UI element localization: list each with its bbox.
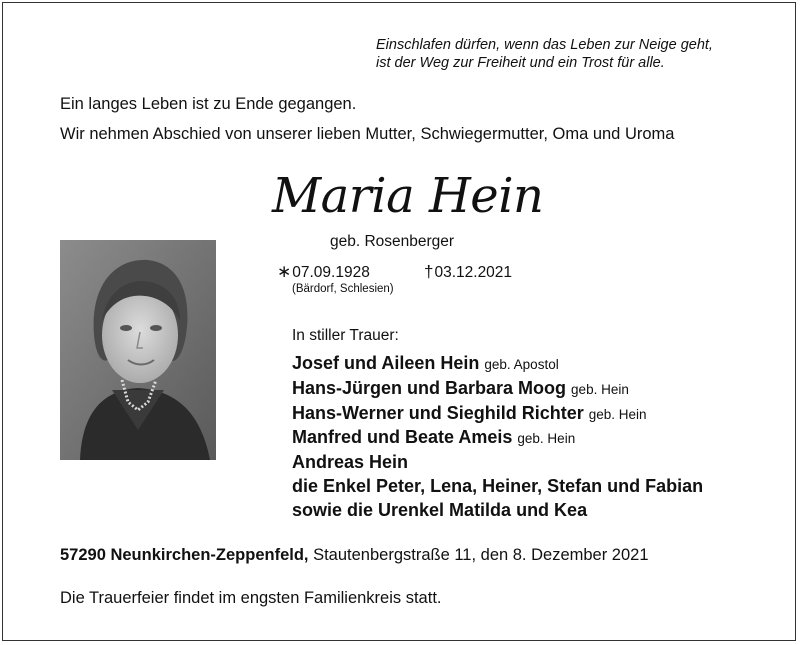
address-town: 57290 Neunkirchen-Zeppenfeld, — [60, 546, 309, 564]
deceased-name: Maria Hein — [272, 168, 544, 224]
portrait-photo — [60, 240, 216, 460]
birthplace: (Bärdorf, Schlesien) — [292, 283, 394, 295]
address-street-date: Stautenbergstraße 11, den 8. Dezember 2021 — [313, 546, 649, 564]
death-date-line — [424, 262, 512, 282]
intro-line-1: Ein langes Leben ist zu Ende gegangen. — [60, 95, 357, 113]
mourner-name: Hans-Werner und Sieghild Richter — [292, 402, 584, 423]
maiden-name: geb. Rosenberger — [330, 233, 455, 250]
mourner-nee: geb. Hein — [588, 406, 647, 422]
mourner-name: sowie die Urenkel Matilda und Kea — [292, 499, 588, 520]
funeral-note: Die Trauerfeier findet im engsten Familienkreis statt. — [60, 589, 442, 607]
mourner-list — [292, 352, 703, 523]
mourner-entry — [292, 499, 703, 523]
mourner-entry — [292, 426, 703, 451]
mourner-entry — [292, 402, 703, 427]
mourner-entry — [292, 352, 703, 377]
mourner-nee: geb. Hein — [571, 381, 629, 397]
mourner-name: Andreas Hein — [292, 452, 409, 473]
motto-quote — [376, 36, 776, 72]
death-cross-icon: † — [424, 262, 434, 281]
motto-line-1: Einschlafen dürfen, wenn das Leben zur Neige geht, — [376, 37, 713, 53]
mourner-nee: geb. Apostol — [484, 357, 559, 372]
mourner-entry — [292, 475, 703, 499]
motto-line-2: ist der Weg zur Freiheit und ein Trost für alle. — [376, 55, 665, 71]
mourner-name: die Enkel Peter, Lena, Heiner, Stefan und Fabian — [292, 475, 704, 496]
intro-line-2: Wir nehmen Abschied von unserer lieben Mutter, Schwiegermutter, Oma und Uroma — [60, 125, 675, 143]
mourner-nee: geb. Hein — [517, 431, 576, 447]
death-date: 03.12.2021 — [434, 264, 513, 281]
birth-star-icon: ∗ — [277, 262, 292, 281]
mourner-name: Manfred und Beate Ameis — [292, 427, 513, 448]
mourner-entry — [292, 377, 703, 402]
mourner-name: Josef und Aileen Hein — [292, 353, 480, 373]
address-line — [60, 546, 649, 565]
mourning-label: In stiller Trauer: — [292, 327, 399, 344]
portrait-illustration — [60, 240, 216, 460]
mourner-name: Hans-Jürgen und Barbara Moog — [292, 377, 567, 398]
birth-date-line — [277, 262, 370, 282]
birth-date: 07.09.1928 — [292, 264, 370, 281]
mourner-entry — [292, 451, 703, 475]
